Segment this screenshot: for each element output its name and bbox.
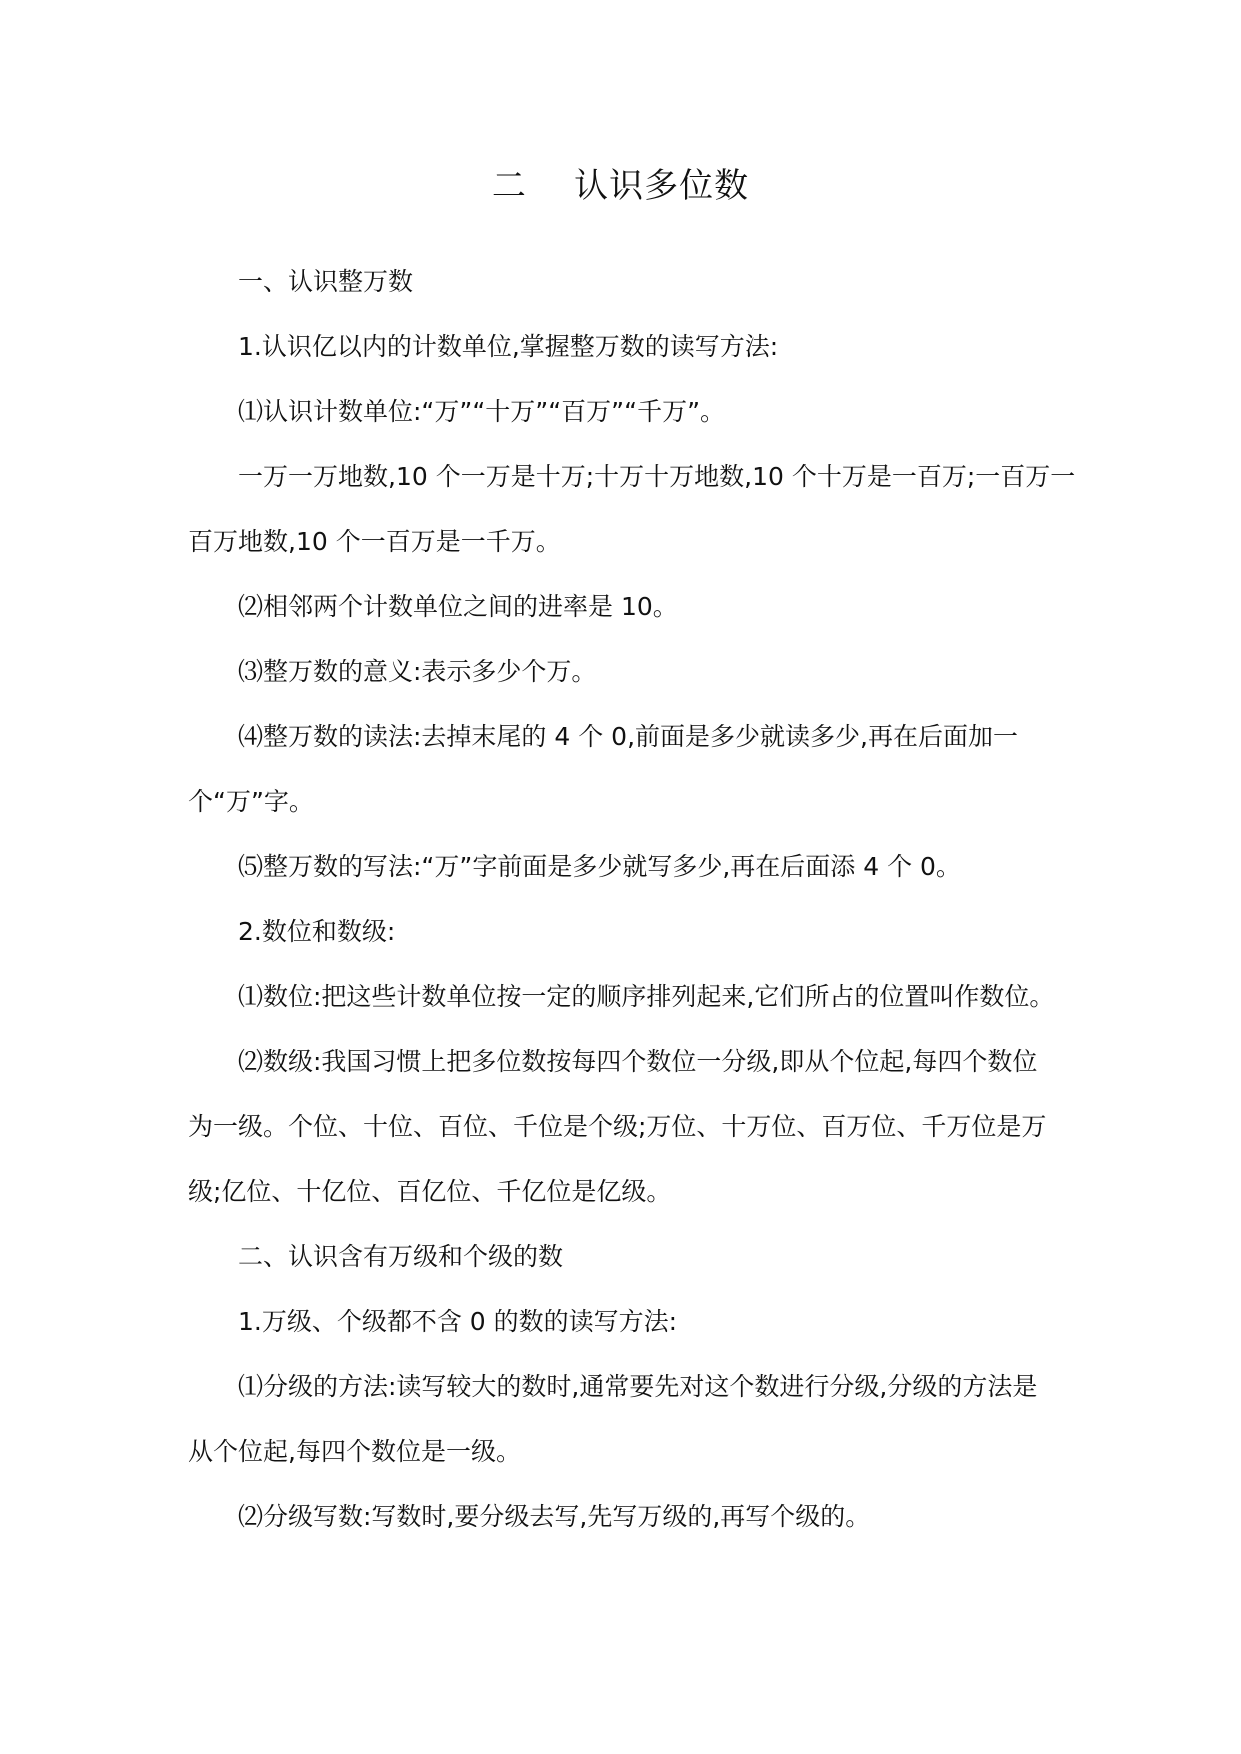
paragraph-line: ⑴数位:把这些计数单位按一定的顺序排列起来,它们所占的位置叫作数位。	[238, 982, 1055, 1011]
section-heading-1: 一、认识整万数	[238, 267, 414, 296]
paragraph-line: ⑵相邻两个计数单位之间的进率是 10。	[238, 592, 678, 621]
paragraph-line: ⑷整万数的读法:去掉末尾的 4 个 0,前面是多少就读多少,再在后面加一	[238, 722, 1018, 751]
paragraph-line: ⑶整万数的意义:表示多少个万。	[238, 657, 597, 686]
page-title: 二 认识多位数	[491, 166, 750, 206]
paragraph-line: 2.数位和数级:	[238, 917, 396, 946]
paragraph-line: ⑵分级写数:写数时,要分级去写,先写万级的,再写个级的。	[238, 1502, 871, 1531]
paragraph-line: ⑴认识计数单位:“万”“十万”“百万”“千万”。	[238, 397, 726, 426]
paragraph-line: ⑵数级:我国习惯上把多位数按每四个数位一分级,即从个位起,每四个数位	[238, 1047, 1038, 1076]
paragraph-line: 级;亿位、十亿位、百亿位、千亿位是亿级。	[188, 1177, 672, 1206]
section-heading-2: 二、认识含有万级和个级的数	[238, 1242, 564, 1271]
paragraph-line: 个“万”字。	[188, 787, 314, 816]
paragraph-line: ⑸整万数的写法:“万”字前面是多少就写多少,再在后面添 4 个 0。	[238, 852, 961, 881]
paragraph-line: 一万一万地数,10 个一万是十万;十万十万地数,10 个十万是一百万;一百万一	[238, 462, 1076, 491]
paragraph-line: 从个位起,每四个数位是一级。	[188, 1437, 521, 1466]
paragraph-line: 百万地数,10 个一百万是一千万。	[188, 527, 561, 556]
paragraph-line: ⑴分级的方法:读写较大的数时,通常要先对这个数进行分级,分级的方法是	[238, 1372, 1038, 1401]
paragraph-line: 为一级。个位、十位、百位、千位是个级;万位、十万位、百万位、千万位是万	[188, 1112, 1047, 1141]
paragraph-line: 1.认识亿以内的计数单位,掌握整万数的读写方法:	[238, 332, 779, 361]
paragraph-line: 1.万级、个级都不含 0 的数的读写方法:	[238, 1307, 678, 1336]
